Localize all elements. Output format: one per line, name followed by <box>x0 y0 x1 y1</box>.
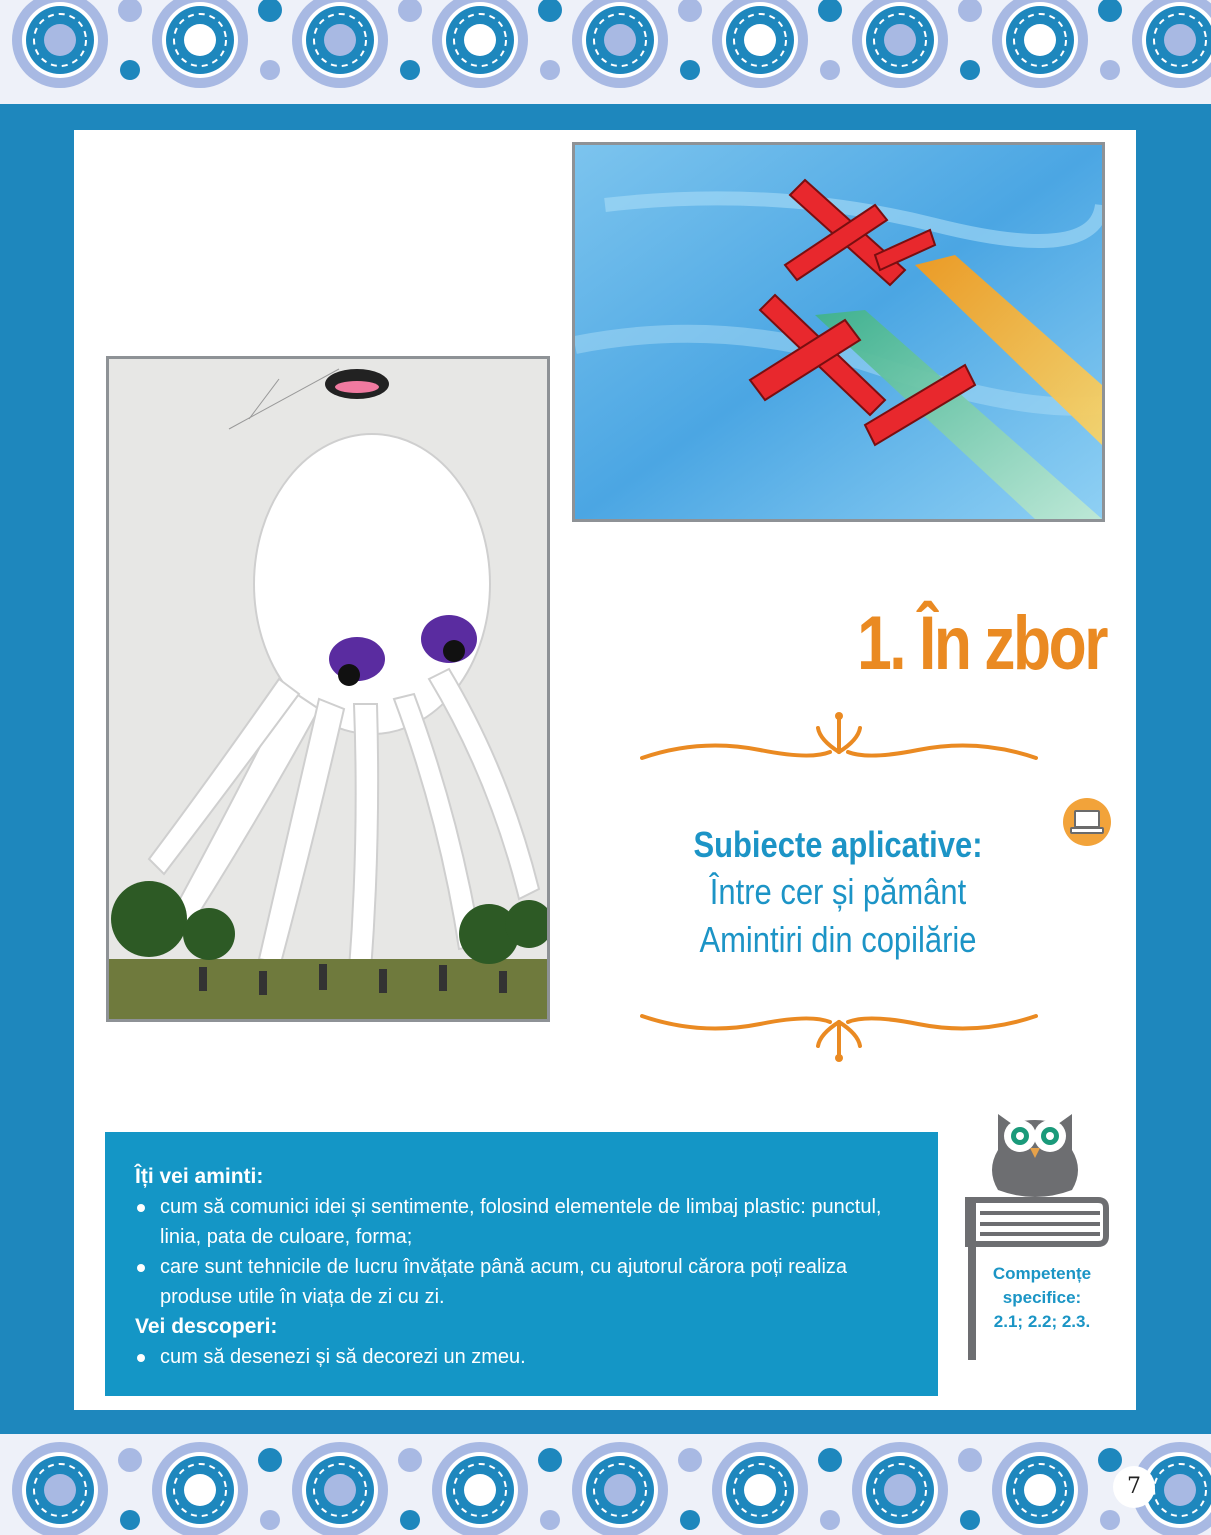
applied-subjects <box>600 822 1076 964</box>
competencies-label <box>978 1262 1106 1334</box>
planes-painting <box>572 142 1105 522</box>
decorative-flourish-top <box>640 708 1038 770</box>
lesson-title: 1. În zbor <box>857 601 1106 686</box>
remember-heading: Îți vei aminti: <box>135 1165 264 1188</box>
discover-list <box>135 1342 908 1372</box>
bullet-icon <box>137 1204 145 1212</box>
laptop-icon[interactable] <box>1062 797 1112 847</box>
top-pattern-band <box>0 0 1211 104</box>
bullet-icon <box>137 1264 145 1272</box>
page-number: 7 <box>1113 1466 1155 1508</box>
remember-list <box>135 1192 908 1312</box>
competencies-line-2: specifice: <box>1002 1288 1082 1307</box>
circle-pattern-top <box>0 0 1211 104</box>
learning-objectives-box <box>105 1132 938 1396</box>
discover-heading: Vei descoperi: <box>135 1315 278 1338</box>
list-item: care sunt tehnicile de lucru învățate până acum, cu ajutorul cărora poți realiza produse utile în viața de zi cu zi. <box>135 1252 908 1312</box>
subject-line-2: Amintiri din copilărie <box>699 919 977 960</box>
competencies-line-3: 2.1; 2.2; 2.3. <box>993 1312 1091 1331</box>
circle-pattern-bottom <box>0 1434 1211 1535</box>
bullet-icon <box>137 1354 145 1362</box>
list-item: cum să desenezi și să decorezi un zmeu. <box>135 1342 908 1372</box>
competencies-line-1: Competențe <box>992 1264 1092 1283</box>
decorative-flourish-bottom <box>640 1000 1038 1064</box>
bottom-pattern-band <box>0 1434 1211 1535</box>
subject-line-1: Între cer și pământ <box>709 871 967 912</box>
octopus-kite-photo <box>106 356 550 1022</box>
subjects-heading: Subiecte aplicative: <box>693 824 983 865</box>
list-item: cum să comunici idei și sentimente, folosind elementele de limbaj plastic: punctul, linia, pata de culoare, forma; <box>135 1192 908 1252</box>
